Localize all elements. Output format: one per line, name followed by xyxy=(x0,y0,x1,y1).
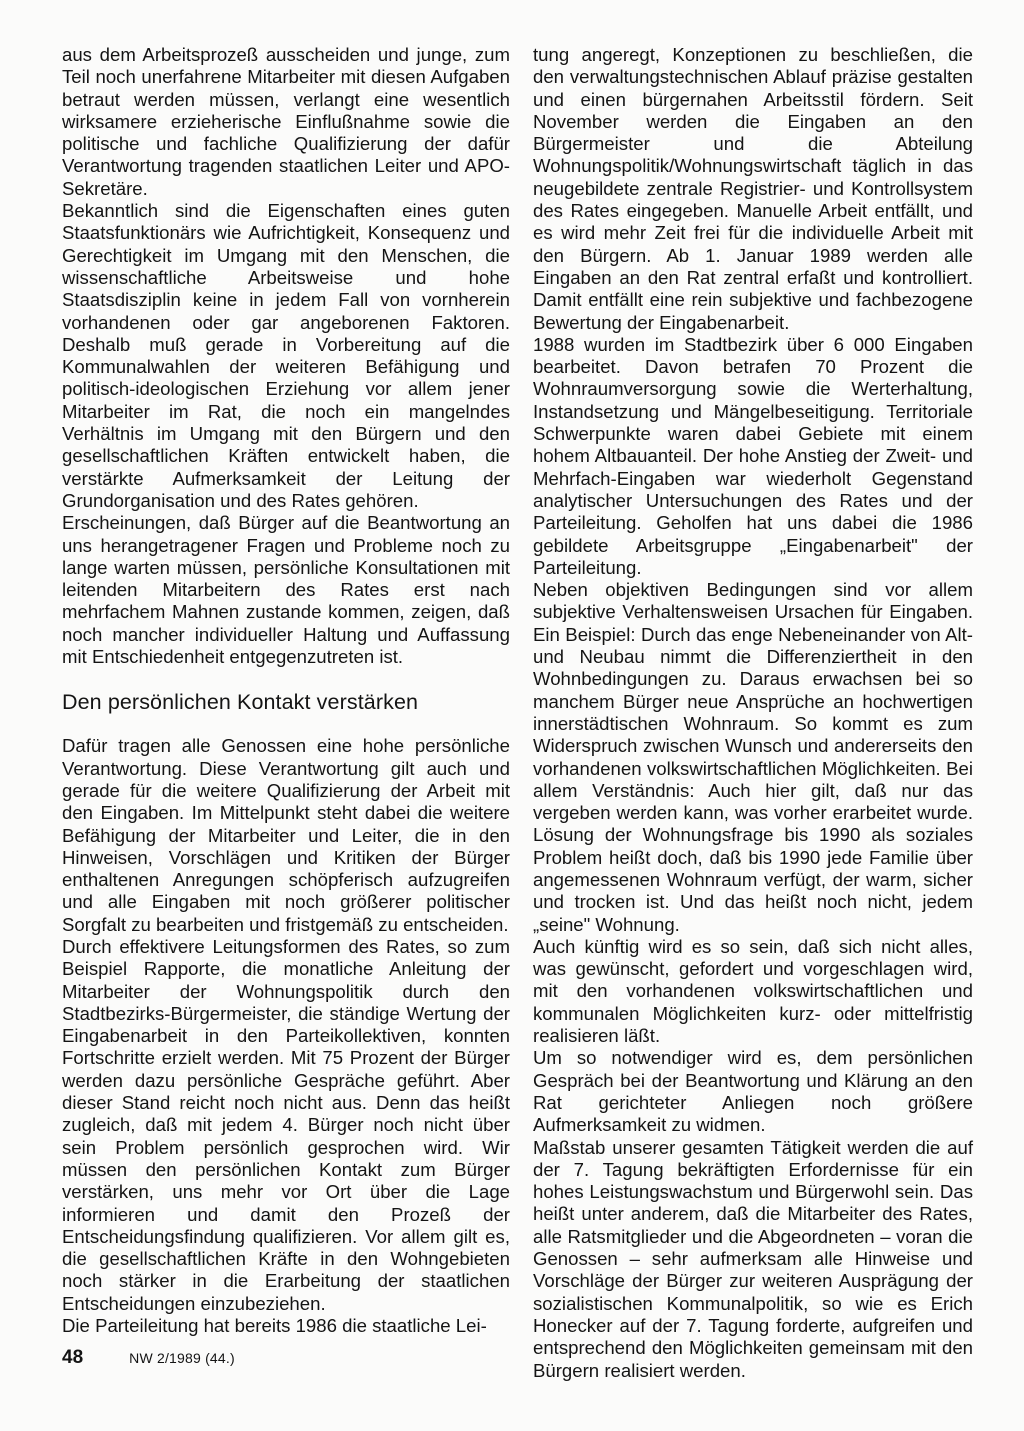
paragraph: Dafür tragen alle Genossen eine hohe persönliche Verantwortung. Diese Verantwortung gilt auch und gerade für die weitere Qualifizierung der Arbeit mit den Eingaben. Im Mittelpunkt steht dabei die weitere Befähigung der Mitarbeiter und Leiter, die in den Hinweisen, Vorschlägen und Kritiken der Bürger enthaltenen Anregungen schöpferisch aufzugreifen und alle Eingaben mit noch größerer politischer Sorgfalt zu bearbeiten und fristgemäß zu entscheiden. xyxy=(62,735,510,935)
page-number: 48 xyxy=(62,1347,84,1368)
paragraph: Neben objektiven Bedingungen sind vor allem subjektive Verhaltensweisen Ursachen für Eingaben. Ein Beispiel: Durch das enge Nebeneinander von Alt- und Neubau nimmt die Differenziertheit in den Wohnbedingungen zu. Daraus erwachsen bei so manchem Bürger neue Ansprüche an hochwertigen innerstädtischen Wohnraum. So kommt es zum Widerspruch zwischen Wunsch und andererseits den vorhandenen volkswirtschaftlichen Möglichkeiten. Bei allem Verständnis: Auch hier gilt, daß nur das vergeben werden kann, was vorher erarbeitet wurde. Lösung der Wohnungsfrage bis 1990 als soziales Problem heißt doch, daß bis 1990 jede Familie über angemessenen Wohnraum verfügt, der warm, sicher und trocken ist. Und das heißt noch nicht, jedem „seine" Wohnung. xyxy=(533,579,973,935)
right-column xyxy=(533,44,973,1382)
paragraph: aus dem Arbeitsprozeß ausscheiden und junge, zum Teil noch unerfahrene Mitarbeiter mit diesen Aufgaben betraut werden müssen, verlangt eine wesentlich wirksamere erzieherische Einflußnahme sowie die politische und fachliche Qualifizierung der dafür Verantwortung tragenden staatlichen Leiter und APO-Sekretäre. xyxy=(62,44,510,199)
issue-reference: NW 2/1989 (44.) xyxy=(129,1350,235,1366)
paragraph: Um so notwendiger wird es, dem persönlichen Gespräch bei der Beantwortung und Klärung an den Rat gerichteter Anliegen noch größere Aufmerksamkeit zu widmen. xyxy=(533,1047,973,1136)
paragraph: Bekanntlich sind die Eigenschaften eines guten Staatsfunktionärs wie Aufrichtigkeit, Konsequenz und Gerechtigkeit im Umgang mit den Menschen, die wissenschaftliche Arbeitsweise und hohe Staatsdisziplin keine in jedem Fall von vornherein vorhandenen oder gar angeborenen Faktoren. Deshalb muß gerade in Vorbereitung auf die Kommunalwahlen der weiteren Befähigung und politisch-ideologischen Erziehung vor allem jener Mitarbeiter im Rat, die noch ein mangelndes Verhältnis im Umgang mit den Bürgern und den gesellschaftlichen Kräften entwickelt haben, die verstärkte Aufmerksamkeit der Leitung der Grundorganisation und des Rates gehören. xyxy=(62,200,510,511)
paragraph: Maßstab unserer gesamten Tätigkeit werden die auf der 7. Tagung bekräftigten Erfordernisse für ein hohes Leistungswachstum und Bürgerwohl sein. Das heißt unter anderem, daß die Mitarbeiter des Rates, alle Ratsmitglieder und die Abgeordneten – voran die Genossen – sehr aufmerksam alle Hinweise und Vorschläge der Bürger zur weiteren Ausprägung der sozialistischen Kommunalpolitik, so wie es Erich Honecker auf der 7. Tagung forderte, aufgreifen und entsprechend den Möglichkeiten gemeinsam mit den Bürgern realisiert werden. xyxy=(533,1136,973,1381)
section-heading: Den persönlichen Kontakt verstärken xyxy=(62,690,419,715)
paragraph: Die Parteileitung hat bereits 1986 die staatliche Lei- xyxy=(62,1315,487,1337)
page-footer xyxy=(62,1347,235,1369)
paragraph: Erscheinungen, daß Bürger auf die Beantwortung an uns herangetragener Fragen und Probleme noch zu lange warten müssen, persönliche Konsultationen mit leitenden Mitarbeitern des Rates erst nach mehrfachem Mahnen zustande kommen, zeigen, daß noch mancher individueller Haltung und Auffassung mit Entschiedenheit entgegenzutreten ist. xyxy=(62,512,510,668)
paragraph: Durch effektivere Leitungsformen des Rates, so zum Beispiel Rapporte, die monatliche Anleitung der Mitarbeiter der Wohnungspolitik durch den Stadtbezirks-Bürgermeister, die ständige Wertung der Eingabenarbeit in den Parteikollektiven, konnten Fortschritte erzielt werden. Mit 75 Prozent der Bürger werden dazu persönliche Gespräche geführt. Aber dieser Stand reicht noch nicht aus. Denn das heißt zugleich, daß mit jedem 4. Bürger noch nicht über sein Problem persönlich gesprochen wird. Wir müssen den persönlichen Kontakt zum Bürger verstärken, uns mehr vor Ort über die Lage informieren und damit den Prozeß der Entscheidungsfindung qualifizieren. Vor allem gilt es, die gesellschaftlichen Kräfte in den Wohngebieten noch stärker in die Erarbeitung der staatlichen Entscheidungen einzubeziehen. xyxy=(62,935,510,1314)
paragraph: 1988 wurden im Stadtbezirk über 6 000 Eingaben bearbeitet. Davon betrafen 70 Prozent die Wohnraumversorgung sowie die Werterhaltung, Instandsetzung und Mängelbeseitigung. Territoriale Schwerpunkte waren dabei Gebiete mit einem hohem Altbauanteil. Der hohe Anstieg der Zweit- und Mehrfach-Eingaben war wiederholt Gegenstand analytischer Untersuchungen des Rates und der Parteileitung. Geholfen hat uns dabei die 1986 gebildete Arbeitsgruppe „Eingabenarbeit" der Parteileitung. xyxy=(533,333,973,578)
paragraph: tung angeregt, Konzeptionen zu beschließen, die den verwaltungstechnischen Ablauf präzise gestalten und einen bürgernahen Arbeitsstil fördern. Seit November werden die Eingaben an den Bürgermeister und die Abteilung Wohnungspolitik/Wohnungswirtschaft täglich in das neugebildete zentrale Registrier- und Kontrollsystem des Rates eingegeben. Manuelle Arbeit entfällt, und es wird mehr Zeit frei für die individuelle Arbeit mit den Bürgern. Ab 1. Januar 1989 werden alle Eingaben an den Rat zentral erfaßt und kontrolliert. Damit entfällt eine rein subjektive und fachbezogene Bewertung der Eingabenarbeit. xyxy=(533,44,973,333)
paragraph: Auch künftig wird es so sein, daß sich nicht alles, was gewünscht, gefordert und vorgeschlagen wird, mit den vorhandenen volkswirtschaftlichen und kommunalen Möglichkeiten kurz- oder mittelfristig realisieren läßt. xyxy=(533,935,973,1047)
left-column xyxy=(62,44,510,1337)
